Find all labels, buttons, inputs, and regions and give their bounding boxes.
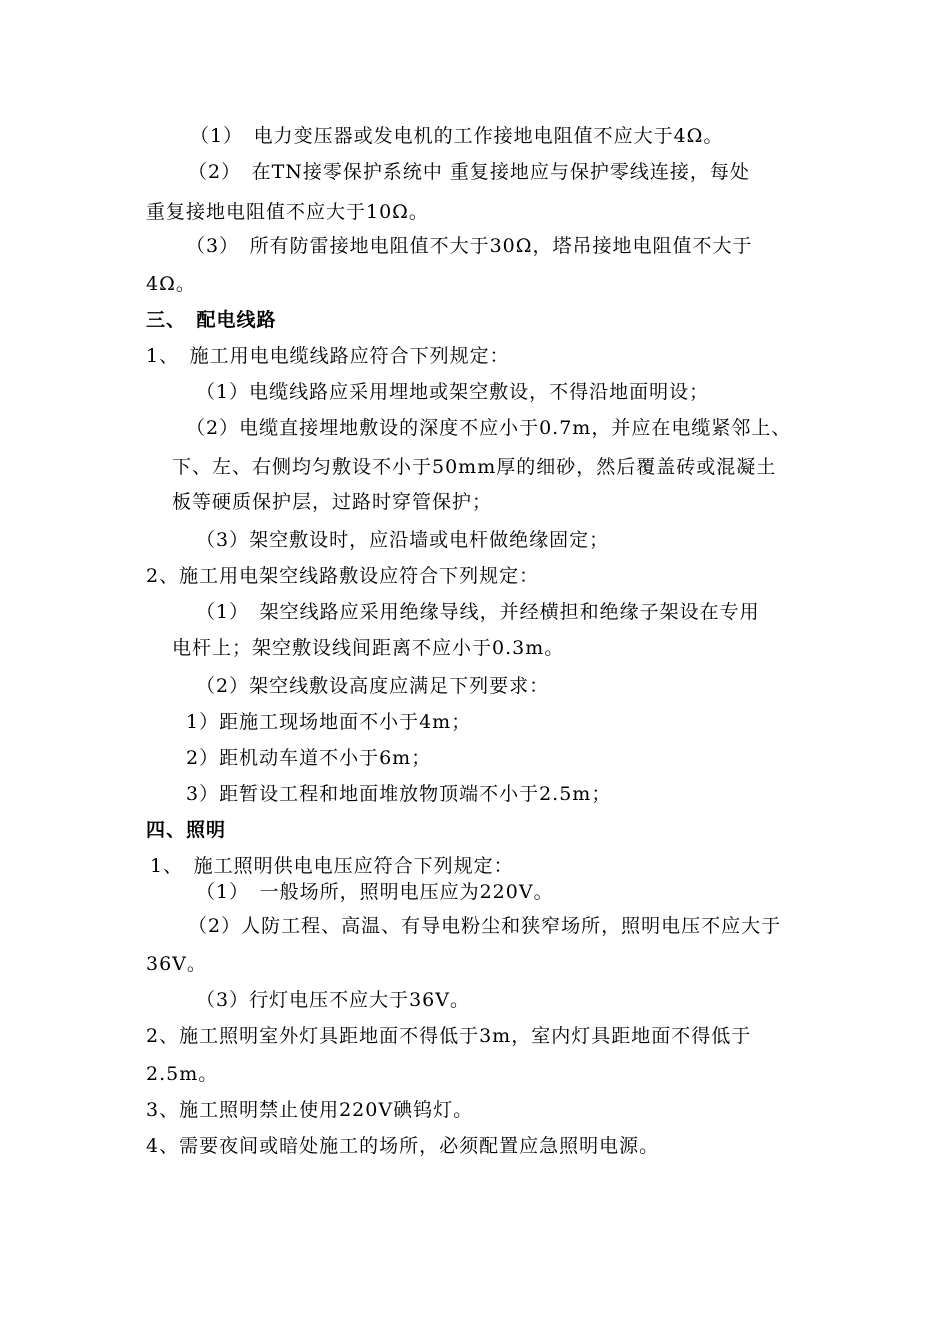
text-line: （2）电缆直接埋地敷设的深度不应小于0.7m，并应在电缆紧邻上、 <box>186 417 792 439</box>
text-line: （3） 所有防雷接地电阻值不大于30Ω，塔吊接地电阻值不大于 <box>186 235 753 257</box>
text-line: 4、需要夜间或暗处施工的场所，必须配置应急照明电源。 <box>146 1135 660 1157</box>
text-line: （1） 电力变压器或发电机的工作接地电阻值不应大于4Ω。 <box>190 125 724 147</box>
text-line: （3）架空敷设时，应沿墙或电杆做绝缘固定； <box>196 529 610 551</box>
text-line: （2）架空线敷设高度应满足下列要求： <box>196 675 550 697</box>
text-line: 1、 施工照明供电电压应符合下列规定： <box>150 855 514 877</box>
text-line: 重复接地电阻值不应大于10Ω。 <box>146 201 429 223</box>
section-heading: 三、 配电线路 <box>146 309 277 331</box>
text-line: （1） 一般场所，照明电压应为220V。 <box>196 881 554 903</box>
text-line: （1）电缆线路应采用埋地或架空敷设，不得沿地面明设； <box>196 381 710 403</box>
text-line: 下、左、右侧均匀敷设不小于50mm厚的细砂，然后覆盖砖或混凝土 <box>172 456 777 478</box>
text-line: 4Ω。 <box>146 273 196 295</box>
text-line: 板等硬质保护层，过路时穿管保护； <box>172 491 493 513</box>
text-line: 2）距机动车道不小于6m； <box>186 747 432 769</box>
text-line: （1） 架空线路应采用绝缘导线，并经横担和绝缘子架设在专用 <box>196 601 760 623</box>
text-line: 36V。 <box>146 953 207 975</box>
text-line: 电杆上；架空敷设线间距离不应小于0.3m。 <box>172 637 565 659</box>
text-line: 3、施工照明禁止使用220V碘钨灯。 <box>146 1099 474 1121</box>
text-line: 2、施工照明室外灯具距地面不得低于3m，室内灯具距地面不得低于 <box>146 1025 752 1047</box>
text-line: （2） 在TN接零保护系统中 重复接地应与保护零线连接，每处 <box>188 161 750 183</box>
section-heading: 四、照明 <box>146 819 227 841</box>
text-line: 1、 施工用电电缆线路应符合下列规定： <box>146 345 510 367</box>
text-line: 2.5m。 <box>146 1063 219 1085</box>
text-line: （2）人防工程、高温、有导电粉尘和狭窄场所，照明电压不应大于 <box>188 915 782 937</box>
text-line: 1）距施工现场地面不小于4m； <box>186 711 472 733</box>
text-line: 2、施工用电架空线路敷设应符合下列规定： <box>146 565 540 587</box>
text-line: 3）距暂设工程和地面堆放物顶端不小于2.5m； <box>186 783 612 805</box>
text-line: （3）行灯电压不应大于36V。 <box>196 989 470 1011</box>
